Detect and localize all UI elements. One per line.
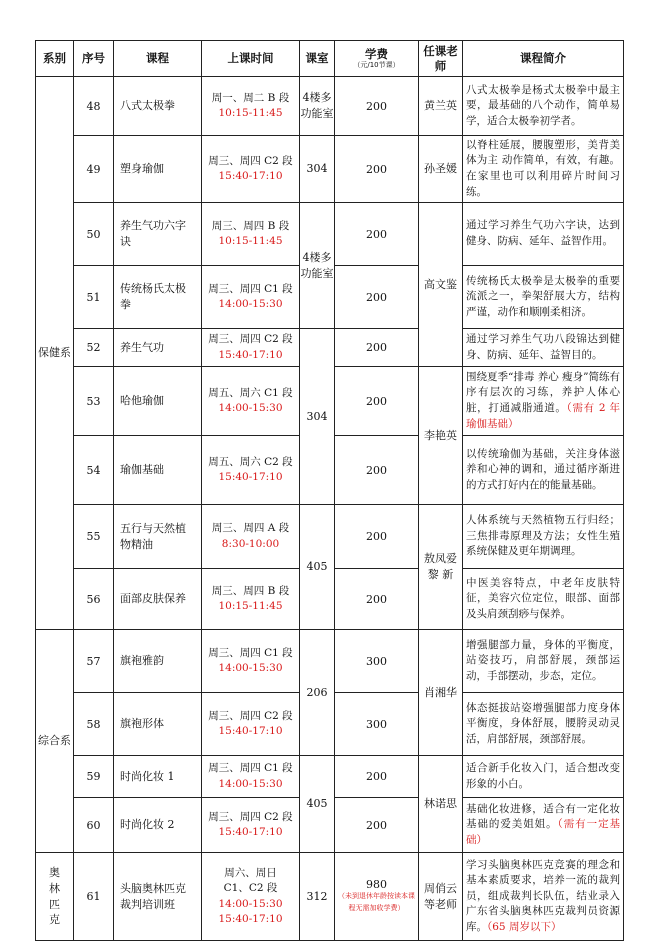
table-row [36,853,624,941]
course-number: 60 [74,798,114,853]
fee-cell [335,853,419,941]
teacher-cell: 肖湘华 [419,630,463,756]
course-description [463,798,624,853]
course-time [202,436,300,505]
dept-cell: 奥林匹克 [36,853,74,941]
course-number: 58 [74,693,114,756]
course-number: 57 [74,630,114,693]
time-days: 周三、周四 C1 段 [208,762,293,775]
time-days: 周三、周四 C2 段 [208,810,293,823]
course-name: 传统杨氏太极拳 [114,266,202,329]
course-number: 48 [74,77,114,136]
description-requirement: （需有 2 年瑜伽基础） [466,402,621,430]
course-number: 56 [74,569,114,630]
course-name: 时尚化妆 2 [114,798,202,853]
table-row [36,77,624,136]
course-number: 50 [74,203,114,266]
course-name: 时尚化妆 1 [114,756,202,798]
course-time [202,756,300,798]
course-name: 面部皮肤保养 [114,569,202,630]
dept-cell: 保健系 [36,77,74,630]
course-description: 通过学习养生气功六字诀，达到健身、防病、延年、益智作用。 [463,203,624,266]
course-time [202,693,300,756]
course-number: 54 [74,436,114,505]
time-hours: 15:40-17:10 [218,725,283,737]
course-description: 八式太极拳是杨式太极拳中最主要，最基础的八个动作，简单易学，适合太极拳初学者。 [463,77,624,136]
header-num: 序号 [74,41,114,77]
course-number: 51 [74,266,114,329]
header-row [36,41,624,77]
fee-cell: 200 [335,505,419,569]
course-number: 61 [74,853,114,941]
time-sections: C1、C2 段 [223,882,278,895]
time-hours: 14:00-15:30 [218,298,283,310]
header-fee-unit: （元/10节课） [353,61,400,70]
header-teacher: 任课老师 [419,41,463,77]
time-hours-second: 15:40-17:10 [218,912,283,925]
fee-cell: 200 [335,77,419,136]
fee-cell: 200 [335,266,419,329]
course-time [202,569,300,630]
fee-cell: 200 [335,329,419,367]
header-fee [335,41,419,77]
dept-cell: 综合系 [36,630,74,853]
time-hours: 14:00-15:30 [218,402,283,414]
room-cell: 304 [300,329,335,505]
table-row [36,505,624,569]
table-row [36,329,624,367]
course-name: 旗袍雅韵 [114,630,202,693]
course-description [463,367,624,436]
fee-cell: 200 [335,798,419,853]
room-cell: 405 [300,756,335,853]
room-cell: 206 [300,630,335,756]
header-room: 课室 [300,41,335,77]
teacher-cell: 黄兰英 [419,77,463,136]
description-requirement: （65 周岁以下） [487,920,562,933]
time-days: 周三、周四 A 段 [211,522,290,535]
time-hours: 14:00-15:30 [218,897,283,910]
teacher-cell: 李艳英 [419,367,463,505]
time-days: 周三、周四 C2 段 [208,154,293,167]
time-days: 周三、周四 C1 段 [208,646,293,659]
course-description: 传统杨氏太极拳是太极拳的重要流派之一，拳架舒展大方，结构严谨，动作和顺刚柔相济。 [463,266,624,329]
room-cell: 405 [300,505,335,630]
header-fee-label: 学费 [365,46,388,61]
course-name: 养生气功 [114,329,202,367]
course-description [463,853,624,941]
course-time [202,853,300,941]
teacher-cell: 敖凤爱 黎 新 [419,505,463,630]
description-text: 围绕夏季“排毒 养心 瘦身”简练有序有层次的习练，养护人体心脏，打通减脂通道。 [466,370,620,414]
course-name: 哈他瑜伽 [114,367,202,436]
teacher-cell: 周俏云等老师 [419,853,463,941]
course-number: 52 [74,329,114,367]
header-dept: 系别 [36,41,74,77]
course-time [202,505,300,569]
course-name: 八式太极拳 [114,77,202,136]
time-hours: 15:40-17:10 [218,170,283,182]
course-time [202,630,300,693]
course-number: 59 [74,756,114,798]
time-hours: 15:40-17:10 [218,348,283,361]
time-hours: 14:00-15:30 [218,777,283,790]
room-cell: 4楼多功能室 [300,203,335,329]
teacher-cell: 高文鉴 [419,203,463,367]
time-hours: 15:40-17:10 [218,826,283,838]
course-name: 头脑奥林匹克裁判培训班 [114,853,202,941]
course-time [202,367,300,436]
course-description: 适合新手化妆入门，适合想改变形象的小白。 [463,756,624,798]
course-number: 55 [74,505,114,569]
course-description: 中医美容特点，中老年皮肤特征，美容穴位定位，眼部、面部及头肩颈刮痧与保养。 [463,569,624,630]
course-description: 增强腿部力量，身体的平衡度，站姿技巧，肩部舒展，颈部运动，手部摆动，步态，定位。 [463,630,624,693]
teacher-cell: 林诺思 [419,756,463,853]
description-text: 基础化妆进修，适合有一定化妆基础的爱美姐姐。 [466,802,620,831]
course-description: 体态挺拔站姿增强腿部力度身体平衡度，身体舒展，腰胯灵动灵活，肩部舒展，颈部舒展。 [463,693,624,756]
time-hours: 10:15-11:45 [218,600,283,612]
course-description: 以脊柱延展，腰腹塑形，美背美体为主 动作简单，有效，有趣。在家里也可以利用碎片时间习练。 [463,136,624,203]
teacher-cell: 孙圣媛 [419,136,463,203]
course-name: 五行与天然植物精油 [114,505,202,569]
table-row [36,203,624,266]
description-text: 学习头脑奥林匹克竞赛的理念和基本素质要求，培养一流的裁判员，组成裁判长队伍，结业录入广东省头脑奥林匹克裁判员资源库。 [466,858,620,933]
course-time [202,329,300,367]
description-requirement: （需有一定基础） [466,818,621,846]
course-time [202,77,300,136]
course-description: 以传统瑜伽为基础，关注身体滋养和心神的调和，通过循序渐进的方式打好内在的能量基础。 [463,436,624,505]
table-row [36,630,624,693]
time-hours: 10:15-11:45 [218,107,283,119]
fee-value: 980 [366,878,387,892]
room-cell: 4楼多功能室 [300,77,335,136]
course-name: 养生气功六字诀 [114,203,202,266]
time-days: 周三、周四 C2 段 [208,709,293,722]
fee-cell: 200 [335,203,419,266]
fee-note: （未到退休年龄按读本课程无需加收学费） [338,892,415,912]
course-description: 通过学习养生气功八段锦达到健身、防病、延年、益智目的。 [463,329,624,367]
room-cell: 304 [300,136,335,203]
time-days: 周五、周六 C1 段 [208,386,293,399]
fee-cell: 200 [335,569,419,630]
time-days: 周三、周四 C2 段 [208,333,293,346]
fee-cell: 200 [335,436,419,505]
fee-cell: 300 [335,630,419,693]
table-row [36,136,624,203]
fee-cell: 300 [335,693,419,756]
course-description: 人体系统与天然植物五行归经；三焦排毒原理及方法；女性生殖系统保健及更年期调理。 [463,505,624,569]
room-cell: 312 [300,853,335,941]
course-number: 49 [74,136,114,203]
header-course: 课程 [114,41,202,77]
table-row [36,756,624,798]
time-days: 周三、周四 B 段 [211,219,290,232]
time-hours: 10:15-11:45 [218,235,283,247]
course-time [202,203,300,266]
time-hours: 14:00-15:30 [218,662,283,674]
course-name: 旗袍形体 [114,693,202,756]
time-hours: 8:30-10:00 [221,537,280,550]
course-name: 塑身瑜伽 [114,136,202,203]
course-number: 53 [74,367,114,436]
course-time [202,798,300,853]
course-time [202,266,300,329]
time-hours: 15:40-17:10 [218,471,283,483]
fee-cell: 200 [335,756,419,798]
time-days: 周一、周二 B 段 [211,91,290,104]
course-table [35,40,624,941]
header-desc: 课程简介 [463,41,624,77]
fee-cell: 200 [335,367,419,436]
header-time: 上课时间 [202,41,300,77]
time-days: 周三、周四 B 段 [211,584,290,597]
time-days: 周五、周六 C2 段 [208,455,293,468]
fee-cell: 200 [335,136,419,203]
time-days: 周三、周四 C1 段 [208,282,293,295]
course-name: 瑜伽基础 [114,436,202,505]
course-time [202,136,300,203]
time-days: 周六、周日 [224,867,277,880]
